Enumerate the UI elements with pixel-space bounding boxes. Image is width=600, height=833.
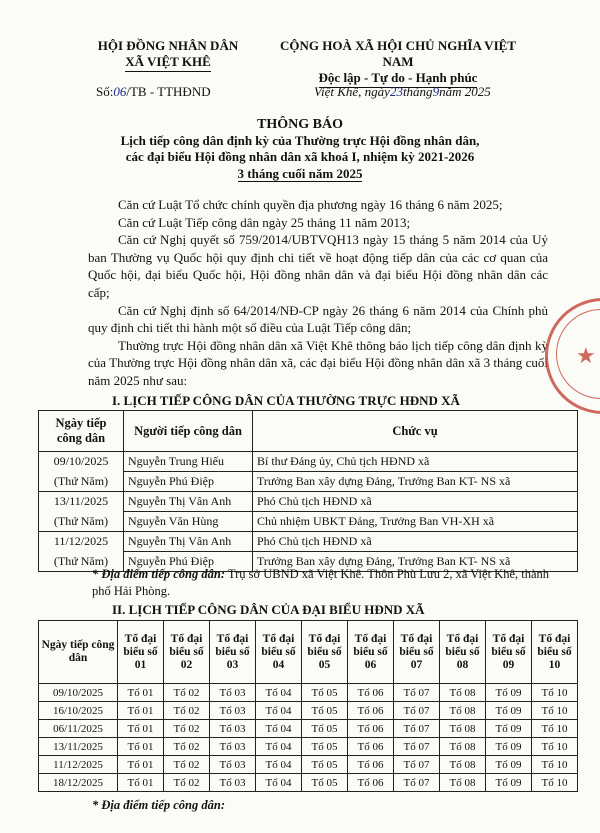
group-cell: Tổ 04 bbox=[256, 756, 302, 774]
group-cell: Tổ 10 bbox=[532, 684, 578, 702]
group-cell: Tổ 06 bbox=[348, 720, 394, 738]
position-cell: Chủ nhiệm UBKT Đảng, Trưởng Ban VH-XH xã bbox=[253, 512, 578, 532]
section-1-location-note bbox=[92, 566, 552, 600]
group-cell: Tổ 09 bbox=[486, 774, 532, 792]
position-cell: Phó Chủ tịch HĐND xã bbox=[253, 532, 578, 552]
date-cell: 06/11/2025 bbox=[39, 720, 118, 738]
legal-basis-4: Căn cứ Nghị định số 64/2014/NĐ-CP ngày 26 tháng 6 năm 2014 của Chính phủ quy định chi tiết thi hành một số điều của Luật Tiếp công dân; bbox=[88, 302, 548, 336]
group-cell: Tổ 10 bbox=[532, 738, 578, 756]
group-cell: Tổ 05 bbox=[302, 738, 348, 756]
group-cell: Tổ 09 bbox=[486, 720, 532, 738]
group-cell: Tổ 04 bbox=[256, 684, 302, 702]
location-note-label: * Địa điểm tiếp công dân: bbox=[92, 798, 225, 812]
group-cell: Tổ 05 bbox=[302, 702, 348, 720]
table-row bbox=[39, 492, 578, 512]
receiver-name-cell: Nguyễn Văn Hùng bbox=[124, 512, 253, 532]
group-cell: Tổ 06 bbox=[348, 738, 394, 756]
header-cell: Tổ đại biểu số 10 bbox=[532, 621, 578, 684]
issue-date bbox=[314, 84, 491, 100]
group-cell: Tổ 05 bbox=[302, 774, 348, 792]
group-cell: Tổ 02 bbox=[164, 720, 210, 738]
group-cell: Tổ 10 bbox=[532, 702, 578, 720]
group-cell: Tổ 03 bbox=[210, 738, 256, 756]
group-cell: Tổ 05 bbox=[302, 684, 348, 702]
group-cell: Tổ 06 bbox=[348, 702, 394, 720]
date-cell: (Thứ Năm) bbox=[39, 472, 124, 492]
position-cell: Phó Chủ tịch HĐND xã bbox=[253, 492, 578, 512]
date-day: 23 bbox=[389, 84, 403, 99]
date-year: năm 2025 bbox=[439, 84, 491, 99]
date-cell: 09/10/2025 bbox=[39, 684, 118, 702]
group-cell: Tổ 03 bbox=[210, 684, 256, 702]
position-cell: Trưởng Ban xây dựng Đảng, Trưởng Ban KT- NS xã bbox=[253, 472, 578, 492]
group-cell: Tổ 08 bbox=[440, 738, 486, 756]
date-month-label: tháng bbox=[402, 84, 433, 99]
header-cell: Tổ đại biểu số 05 bbox=[302, 621, 348, 684]
group-cell: Tổ 07 bbox=[394, 774, 440, 792]
document-number bbox=[96, 84, 211, 100]
section-1-title: I. LỊCH TIẾP CÔNG DÂN CỦA THƯỜNG TRỰC HĐND XÃ bbox=[112, 393, 460, 408]
group-cell: Tổ 05 bbox=[302, 756, 348, 774]
org-line-2: XÃ VIỆT KHÊ bbox=[125, 54, 211, 72]
group-cell: Tổ 02 bbox=[164, 774, 210, 792]
header-cell: Tổ đại biểu số 01 bbox=[118, 621, 164, 684]
issuing-organization bbox=[92, 38, 244, 72]
group-cell: Tổ 09 bbox=[486, 684, 532, 702]
group-cell: Tổ 06 bbox=[348, 684, 394, 702]
legal-basis-3: Căn cứ Nghị quyết số 759/2014/UBTVQH13 ngày 15 tháng 5 năm 2014 của Uỷ ban Thường vụ Quốc hội quy định chi tiết về hoạt động tiếp dân của các cơ quan của Quốc hội, đại biểu Quốc hội, Hội đồng nhân dân và đại biểu Hội đồng nhân dân các cấp; bbox=[88, 232, 548, 300]
group-cell: Tổ 03 bbox=[210, 702, 256, 720]
group-cell: Tổ 10 bbox=[532, 774, 578, 792]
table-header-row bbox=[39, 621, 578, 684]
group-cell: Tổ 02 bbox=[164, 702, 210, 720]
group-cell: Tổ 07 bbox=[394, 720, 440, 738]
group-cell: Tổ 02 bbox=[164, 756, 210, 774]
announcement-paragraph: Thường trực Hội đồng nhân dân xã Việt Khê thông báo lịch tiếp công dân định kỳ của Thường trực Hội đồng nhân dân xã, các đại biểu Hội đồng nhân dân xã 3 tháng cuối năm 2025 như sau: bbox=[88, 337, 548, 388]
notice-body bbox=[88, 196, 548, 390]
group-cell: Tổ 01 bbox=[118, 774, 164, 792]
group-cell: Tổ 09 bbox=[486, 702, 532, 720]
group-cell: Tổ 04 bbox=[256, 702, 302, 720]
title-line-1: Lịch tiếp công dân định kỳ của Thường trực Hội đồng nhân dân, bbox=[120, 133, 480, 148]
group-cell: Tổ 07 bbox=[394, 702, 440, 720]
receiver-name-cell: Nguyễn Trung Hiếu bbox=[124, 452, 253, 472]
date-cell: 18/12/2025 bbox=[39, 774, 118, 792]
group-cell: Tổ 09 bbox=[486, 756, 532, 774]
doc-number-value: 06 bbox=[113, 84, 127, 99]
table-row bbox=[39, 512, 578, 532]
table-row bbox=[39, 472, 578, 492]
group-cell: Tổ 10 bbox=[532, 756, 578, 774]
date-cell: (Thứ Năm) bbox=[39, 512, 124, 532]
header-cell: Ngày tiếp công dân bbox=[39, 411, 124, 452]
national-motto bbox=[268, 38, 528, 88]
group-cell: Tổ 02 bbox=[164, 684, 210, 702]
group-cell: Tổ 01 bbox=[118, 684, 164, 702]
group-cell: Tổ 03 bbox=[210, 756, 256, 774]
group-cell: Tổ 08 bbox=[440, 774, 486, 792]
title-heading: THÔNG BÁO bbox=[257, 117, 343, 132]
header-cell: Tổ đại biểu số 03 bbox=[210, 621, 256, 684]
header-cell: Ngày tiếp công dân bbox=[39, 621, 118, 684]
group-cell: Tổ 01 bbox=[118, 738, 164, 756]
table-row bbox=[39, 684, 578, 702]
date-cell: 16/10/2025 bbox=[39, 702, 118, 720]
group-cell: Tổ 09 bbox=[486, 738, 532, 756]
group-cell: Tổ 01 bbox=[118, 702, 164, 720]
doc-number-prefix: Số: bbox=[96, 84, 114, 99]
header-cell: Người tiếp công dân bbox=[124, 411, 253, 452]
header-cell: Tổ đại biểu số 08 bbox=[440, 621, 486, 684]
group-cell: Tổ 08 bbox=[440, 756, 486, 774]
group-cell: Tổ 01 bbox=[118, 720, 164, 738]
date-cell: 09/10/2025 bbox=[39, 452, 124, 472]
group-cell: Tổ 01 bbox=[118, 756, 164, 774]
position-cell: Trưởng Ban xây dựng Đảng, Trưởng Ban KT- NS xã bbox=[253, 552, 578, 572]
notice-title bbox=[60, 116, 540, 183]
group-cell: Tổ 10 bbox=[532, 720, 578, 738]
table-row bbox=[39, 702, 578, 720]
group-cell: Tổ 04 bbox=[256, 738, 302, 756]
date-cell: (Thứ Năm) bbox=[39, 552, 124, 572]
header-cell: Tổ đại biểu số 04 bbox=[256, 621, 302, 684]
receiver-name-cell: Nguyễn Thị Vân Anh bbox=[124, 492, 253, 512]
date-cell: 11/12/2025 bbox=[39, 532, 124, 552]
legal-basis-2: Căn cứ Luật Tiếp công dân ngày 25 tháng 11 năm 2013; bbox=[118, 214, 411, 230]
org-line-1: HỘI ĐỒNG NHÂN DÂN bbox=[97, 38, 239, 53]
group-cell: Tổ 07 bbox=[394, 756, 440, 774]
table-row bbox=[39, 452, 578, 472]
receiver-name-cell: Nguyễn Phú Điệp bbox=[124, 472, 253, 492]
group-cell: Tổ 04 bbox=[256, 774, 302, 792]
section-2-location-note bbox=[92, 797, 552, 814]
group-cell: Tổ 08 bbox=[440, 720, 486, 738]
group-cell: Tổ 07 bbox=[394, 684, 440, 702]
official-seal bbox=[545, 298, 600, 414]
table-row bbox=[39, 774, 578, 792]
date-cell: 13/11/2025 bbox=[39, 492, 124, 512]
group-cell: Tổ 08 bbox=[440, 684, 486, 702]
date-place: Việt Khê, ngày bbox=[314, 84, 390, 99]
nation-line-2: Độc lập - Tự do - Hạnh phúc bbox=[319, 70, 478, 88]
table-row bbox=[39, 532, 578, 552]
group-cell: Tổ 06 bbox=[348, 774, 394, 792]
date-cell: 11/12/2025 bbox=[39, 756, 118, 774]
group-cell: Tổ 04 bbox=[256, 720, 302, 738]
group-cell: Tổ 08 bbox=[440, 702, 486, 720]
section-2-title: II. LỊCH TIẾP CÔNG DÂN CỦA ĐẠI BIỂU HĐND XÃ bbox=[112, 602, 425, 617]
group-cell: Tổ 06 bbox=[348, 756, 394, 774]
group-cell: Tổ 03 bbox=[210, 720, 256, 738]
standing-committee-schedule-table bbox=[38, 410, 578, 572]
receiver-name-cell: Nguyễn Thị Vân Anh bbox=[124, 532, 253, 552]
title-line-3: 3 tháng cuối năm 2025 bbox=[237, 166, 363, 181]
group-cell: Tổ 03 bbox=[210, 774, 256, 792]
table-row bbox=[39, 720, 578, 738]
legal-basis-1: Căn cứ Luật Tổ chức chính quyền địa phương ngày 16 tháng 6 năm 2025; bbox=[118, 197, 503, 212]
header-cell: Tổ đại biểu số 02 bbox=[164, 621, 210, 684]
group-cell: Tổ 07 bbox=[394, 738, 440, 756]
header-cell: Tổ đại biểu số 07 bbox=[394, 621, 440, 684]
delegate-schedule-table bbox=[38, 620, 578, 792]
group-cell: Tổ 02 bbox=[164, 738, 210, 756]
date-month: 9 bbox=[432, 84, 440, 99]
header-cell: Tổ đại biểu số 06 bbox=[348, 621, 394, 684]
date-cell: 13/11/2025 bbox=[39, 738, 118, 756]
table-header-row bbox=[39, 411, 578, 452]
seal-star-icon: ★ bbox=[576, 343, 596, 368]
table-row bbox=[39, 756, 578, 774]
nation-line-1: CỘNG HOÀ XÃ HỘI CHỦ NGHĨA VIỆT NAM bbox=[280, 38, 516, 69]
receiver-name-cell: Nguyễn Phú Điệp bbox=[124, 552, 253, 572]
header-cell: Chức vụ bbox=[253, 411, 578, 452]
location-note-text: Trụ sở UBND xã Việt Khê. Thôn Phù Lưu 2, xã Việt Khê, thành phố Hải Phòng. bbox=[92, 567, 550, 598]
group-cell: Tổ 05 bbox=[302, 720, 348, 738]
doc-number-suffix: /TB - TTHĐND bbox=[126, 84, 211, 99]
title-line-2: các đại biểu Hội đồng nhân dân xã khoá I, nhiệm kỳ 2021-2026 bbox=[125, 149, 475, 164]
location-note-label: * Địa điểm tiếp công dân: bbox=[92, 567, 225, 581]
table-row bbox=[39, 738, 578, 756]
header-cell: Tổ đại biểu số 09 bbox=[486, 621, 532, 684]
position-cell: Bí thư Đảng ủy, Chủ tịch HĐND xã bbox=[253, 452, 578, 472]
